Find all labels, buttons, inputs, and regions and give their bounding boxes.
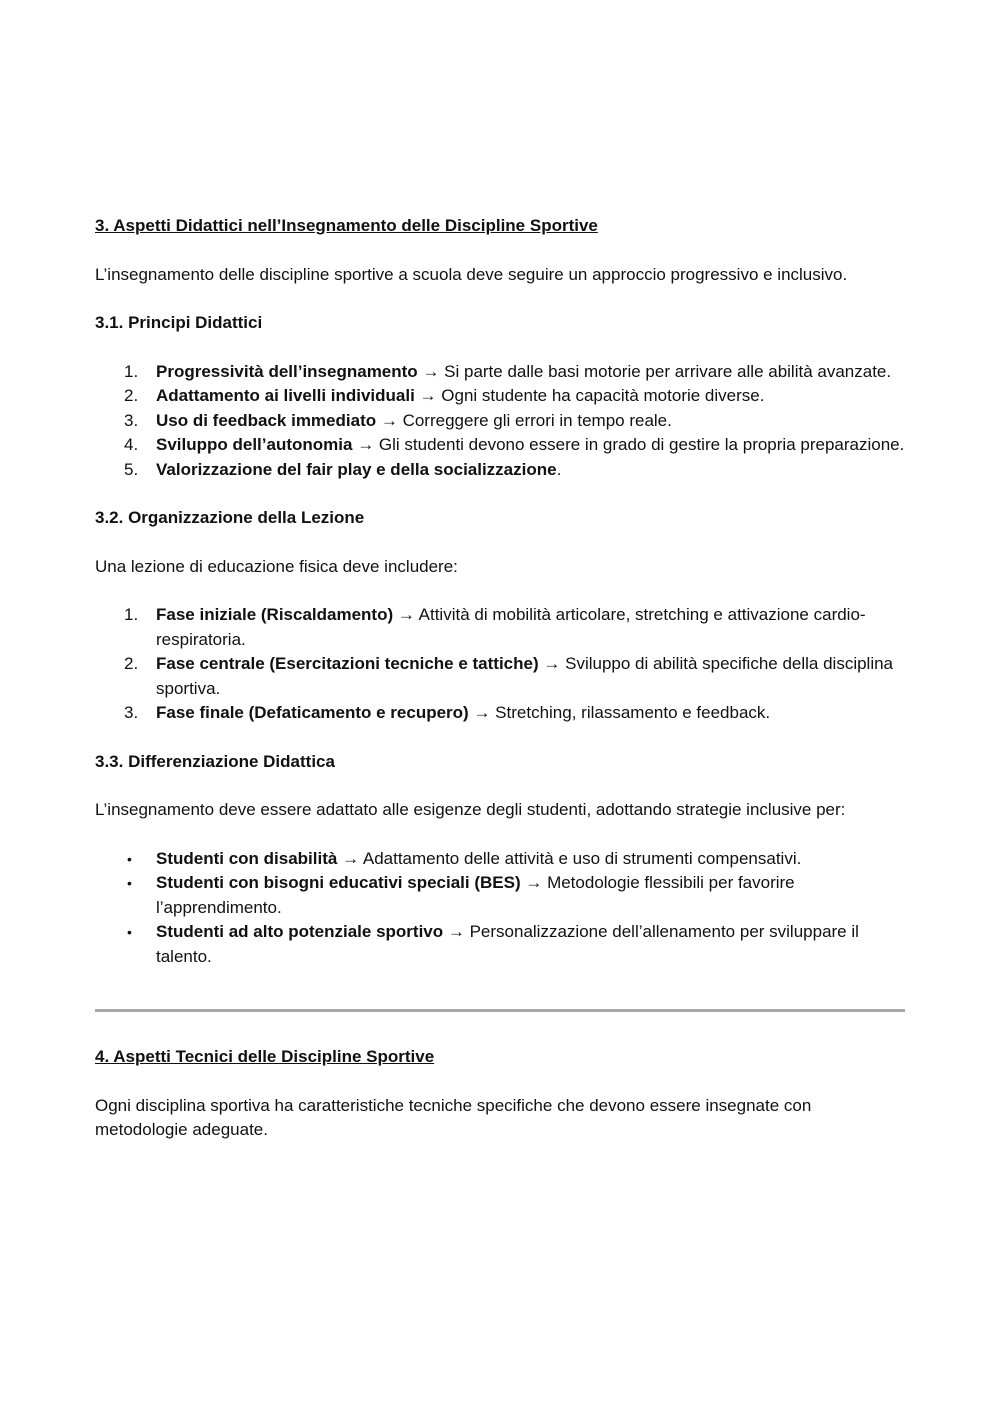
list-text: → Ogni studente ha capacità motorie diverse. — [414, 386, 765, 405]
list-text: → Gli studenti devono essere in grado di gestire la propria preparazione. — [352, 435, 905, 454]
list-term: Sviluppo dell’autonomia — [156, 435, 353, 454]
bullet-icon: • — [127, 924, 132, 940]
list-number: 1. — [124, 361, 139, 381]
list-text: → Si parte dalle basi motorie per arrivare alle abilità avanzate. — [417, 361, 892, 381]
list-item — [95, 360, 905, 385]
list-item — [95, 384, 905, 409]
section-3-intro: L’insegnamento delle discipline sportive a scuola deve seguire un approccio progressivo e inclusivo. — [95, 264, 848, 284]
subsection-3-3-intro: L’insegnamento deve essere adattato alle esigenze degli studenti, adottando strategie inclusive per: — [95, 800, 846, 819]
horizontal-divider — [95, 1009, 905, 1012]
list-term: Fase iniziale (Riscaldamento) — [156, 605, 394, 624]
differentiation-list — [95, 847, 905, 970]
list-term: Studenti ad alto potenziale sportivo — [156, 922, 444, 941]
list-number: 3. — [124, 703, 139, 722]
list-text: → Attività di mobilità articolare, stretching e attivazione cardio-respiratoria. — [156, 605, 866, 649]
list-term: Adattamento ai livelli individuali — [156, 386, 415, 405]
list-text: → Adattamento delle attività e uso di strumenti compensativi. — [337, 848, 802, 868]
list-term: Uso di feedback immediato — [156, 410, 377, 430]
subsection-3-2-intro: Una lezione di educazione fisica deve includere: — [95, 556, 458, 576]
subsection-3-3-title: 3.3. Differenziazione Didattica — [95, 751, 335, 771]
lesson-phases-list — [95, 603, 905, 726]
list-item — [95, 433, 905, 458]
document-content — [95, 214, 905, 1167]
list-number: 4. — [124, 435, 139, 454]
list-text: → Metodologie flessibili per favorire l’apprendimento. — [156, 873, 795, 917]
list-number: 3. — [124, 410, 139, 430]
list-text: → Personalizzazione dell’allenamento per sviluppare il talento. — [156, 922, 859, 966]
list-text: → Correggere gli errori in tempo reale. — [376, 410, 672, 430]
list-text: . — [556, 459, 562, 479]
list-number: 1. — [124, 605, 139, 624]
subsection-3-1-title: 3.1. Principi Didattici — [95, 313, 263, 332]
list-item — [95, 920, 905, 969]
list-term: Valorizzazione del fair play e della socializzazione — [156, 459, 557, 479]
bullet-icon: • — [127, 850, 132, 867]
list-term: Fase finale (Defaticamento e recupero) — [156, 703, 469, 722]
list-term: Progressività dell’insegnamento — [156, 361, 418, 381]
section-3-title: 3. Aspetti Didattici nell’Insegnamento delle Discipline Sportive — [95, 216, 598, 235]
list-term: Studenti con disabilità — [156, 848, 338, 868]
list-item — [95, 458, 905, 483]
bullet-icon: • — [127, 875, 132, 891]
list-number: 5. — [124, 459, 139, 479]
list-text: → Sviluppo di abilità specifiche della disciplina sportiva. — [156, 654, 894, 698]
section-4-intro: Ogni disciplina sportiva ha caratteristiche tecniche specifiche che devono essere insegnate con metodologie adeguate. — [95, 1095, 812, 1139]
list-item — [95, 847, 905, 872]
subsection-3-2-title: 3.2. Organizzazione della Lezione — [95, 508, 365, 527]
list-number: 2. — [124, 654, 139, 673]
list-item — [95, 701, 905, 726]
list-item — [95, 603, 905, 652]
list-item — [95, 871, 905, 920]
list-item — [95, 652, 905, 701]
list-text: → Stretching, rilassamento e feedback. — [468, 703, 771, 722]
principles-list — [95, 360, 905, 483]
list-term: Studenti con bisogni educativi speciali (BES) — [156, 873, 521, 892]
section-4-title: 4. Aspetti Tecnici delle Discipline Sportive — [95, 1047, 435, 1066]
list-item — [95, 409, 905, 434]
list-term: Fase centrale (Esercitazioni tecniche e tattiche) — [156, 654, 539, 673]
list-number: 2. — [124, 386, 139, 405]
